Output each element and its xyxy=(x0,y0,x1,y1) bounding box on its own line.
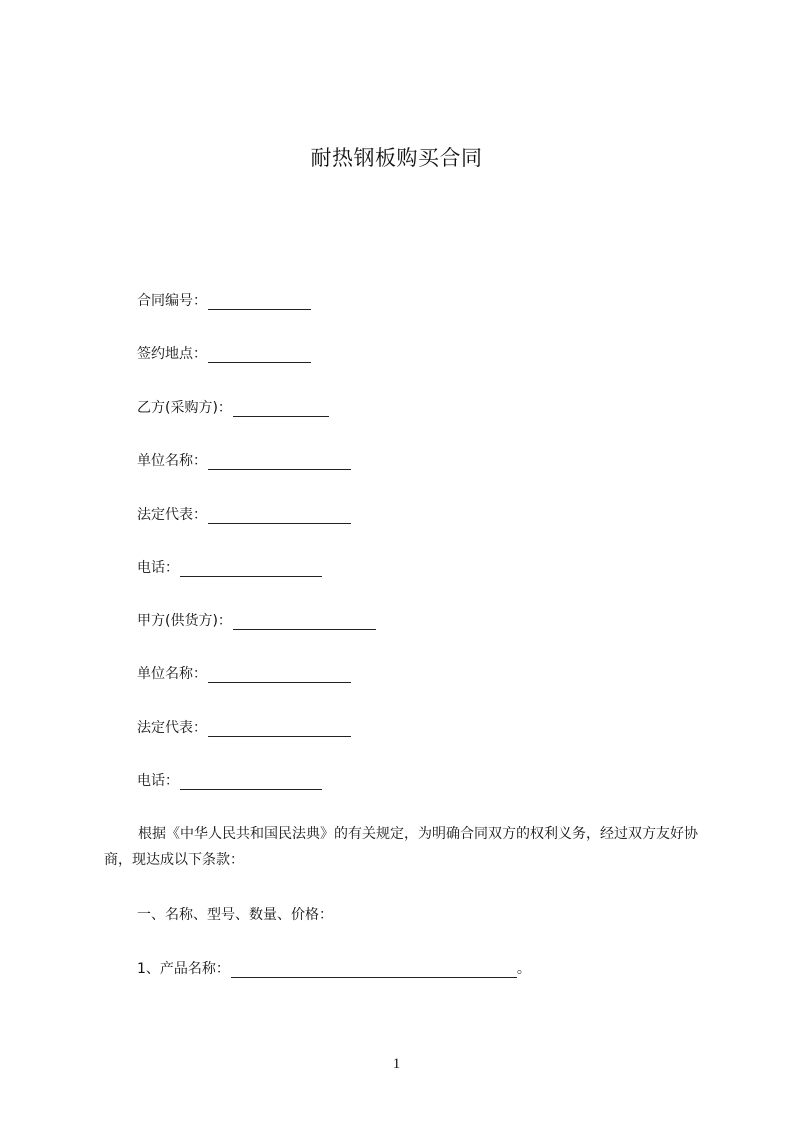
contract-title: 耐热钢板购买合同 xyxy=(310,146,483,170)
party-a-unit-name-label: 单位名称： xyxy=(137,666,207,682)
party-a-phone-field xyxy=(137,772,322,790)
signing-place-label: 签约地点： xyxy=(137,346,207,362)
party-a-supplier-label: 甲方(供货方)： xyxy=(137,613,232,629)
party-b-unit-name-field xyxy=(137,452,351,470)
product-name-field xyxy=(137,960,531,978)
product-name-label: 1、产品名称： xyxy=(137,961,230,977)
signing-place-field xyxy=(137,345,311,363)
party-b-phone-field xyxy=(137,559,322,577)
product-name-blank[interactable] xyxy=(231,964,517,978)
party-b-buyer-field xyxy=(137,399,329,417)
party-b-legal-rep-blank[interactable] xyxy=(208,510,351,524)
party-a-unit-name-field xyxy=(137,665,351,683)
preamble-paragraph xyxy=(104,821,704,873)
party-b-legal-rep-field xyxy=(137,506,351,524)
party-a-legal-rep-label: 法定代表： xyxy=(137,720,207,736)
party-a-supplier-field xyxy=(137,612,376,630)
preamble-text: 根据《中华人民共和国民法典》的有关规定，为明确合同双方的权利义务，经过双方友好协商，现达成以下条款： xyxy=(104,826,698,868)
party-b-unit-name-label: 单位名称： xyxy=(137,453,207,469)
party-b-unit-name-blank[interactable] xyxy=(208,456,351,470)
party-b-phone-label: 电话： xyxy=(137,560,179,576)
contract-number-blank[interactable] xyxy=(208,296,311,310)
party-a-supplier-blank[interactable] xyxy=(233,616,376,630)
party-b-phone-blank[interactable] xyxy=(180,563,322,577)
party-a-phone-blank[interactable] xyxy=(180,776,322,790)
party-a-phone-label: 电话： xyxy=(137,773,179,789)
party-a-unit-name-blank[interactable] xyxy=(208,669,351,683)
page-number: 1 xyxy=(392,1056,401,1072)
party-b-legal-rep-label: 法定代表： xyxy=(137,507,207,523)
signing-place-blank[interactable] xyxy=(208,349,311,363)
party-b-buyer-label: 乙方(采购方)： xyxy=(137,400,232,416)
section-1-heading: 一、名称、型号、数量、价格： xyxy=(137,907,333,923)
party-a-legal-rep-blank[interactable] xyxy=(208,723,351,737)
product-name-end-mark: 。 xyxy=(516,961,531,977)
contract-number-label: 合同编号： xyxy=(137,293,207,309)
party-a-legal-rep-field xyxy=(137,719,351,737)
contract-number-field xyxy=(137,292,311,310)
party-b-buyer-blank[interactable] xyxy=(233,403,329,417)
